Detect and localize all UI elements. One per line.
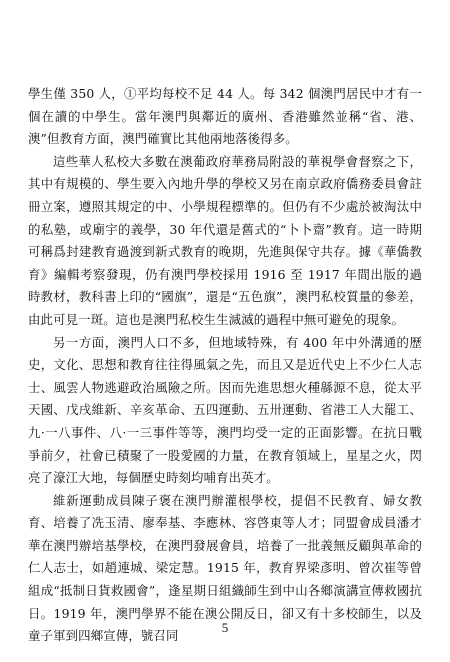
paragraph-1: 學生僅 350 人，①平均每校不足 44 人。每 342 個澳門居民中才有一個在讀的中學生。當年澳門與鄰近的廣州、香港雖然並稱“省、港、澳”但教育方面，澳門確實比其他兩地落後得多。 (28, 86, 422, 147)
paragraph-2: 這些華人私校大多數在澳葡政府華務局附設的華視學會督察之下，其中有規模的、學生要入內地升學的學校又另在南京政府僑務委員會註冊立案，遵照其規定的中、小學規程標準的。但仍有不少處於被淘汰中的私塾，或廟宇的義學，30 年代還是舊式的“卜卜齋”教育。這一時期可稱爲封建教育過渡到新式教育的晚期，先進與保守共存。據《華僑教育》編輯考察發現，仍有澳門學校採用 1916 至 1917 年間出版的過時教材，教科書上印的“國旗”，還是“五色旗”，澳門私校質量的參差，由此可見一斑。這也是澳門私校生生滅滅的過程中無可避免的現象。 (28, 153, 422, 327)
body-text (28, 83, 422, 648)
page-number: 5 (221, 620, 229, 635)
paragraph-3: 另一方面，澳門人口不多，但地域特殊，有 400 年中外溝通的歷史，文化、思想和教育往往得風氣之先，而且又是近代史上不少仁人志士、風雲人物逃避政治風險之所。因而先進思想火種緜源不息，從太平天國、戊戌維新、辛亥革命、五四運動、五卅運動、省港工人大罷工、九·一八事件、八·一三事件等等，澳門均受一定的正面影響。在抗日戰爭前夕，社會已積聚了一股愛國的力量，在教育領域上，星星之火，閃亮了濠江大地，每個歷史時刻均哺育出英才。 (28, 334, 422, 486)
paragraph-4: 維新運動成員陳子褒在澳門辦灌根學校，提倡不民教育、婦女教育、培養了冼玉清、廖奉基、李應林、容啓東等人才；同盟會成員潘才華在澳門辦培基學校，在澳門發展會員，培養了一批義無反顧與革命的仁人志士，如趙連城、梁定慧。1915 年，教育界梁彥明、曾次崔等曾組成“抵制日貨救國會”，逢星期日組織師生到中山各鄉演講宣傳救國抗日。1919 年，澳門學界不能在澳公開反日，卻又有十多校師生，以及童子軍到四鄉宣傳，號召同 (28, 492, 422, 644)
